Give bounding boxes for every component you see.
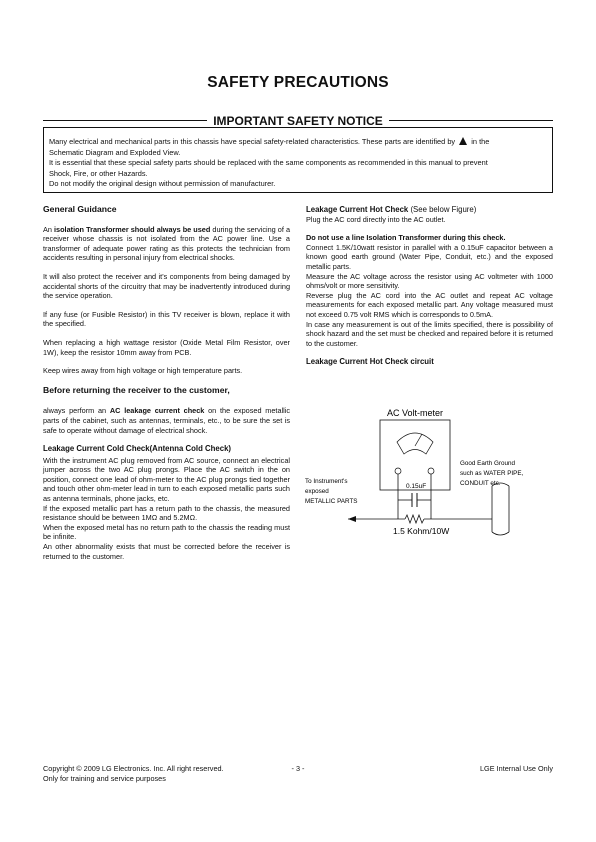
footer-page-number: - 3 - bbox=[291, 764, 305, 773]
notice-text-a: Many electrical and mechanical parts in this chassis have special safety-related characteristics. These parts are identified by bbox=[49, 137, 456, 146]
left-label-2: exposed bbox=[305, 488, 329, 495]
before-returning-heading: Before returning the receiver to the customer, bbox=[43, 384, 230, 395]
right-label-2: such as WATER PIPE, bbox=[460, 470, 524, 477]
hot-para-6: In case any measurement is out of the limits specified, there is possibility of shock hazard and the set must be checked and repaired before it is returned to the customer. bbox=[306, 319, 553, 348]
para-6-bold: AC leakage current check bbox=[109, 406, 205, 416]
notice-line-2: Schematic Diagram and Exploded View. bbox=[49, 147, 181, 157]
general-para-2: It will also protect the receiver and it's components from being damaged by accidental shorts of the circuitry that may be inadvertently introduced during the service operation. bbox=[43, 271, 290, 301]
right-column bbox=[306, 205, 553, 367]
hot-para-3: Connect 1.5K/10watt resistor in parallel with a 0.15uF capacitor between a known good earth ground (Water Pipe, Conduit, etc.) and the exposed metallic parts. bbox=[306, 242, 553, 271]
circuit-heading: Leakage Current Hot Check circuit bbox=[306, 357, 434, 367]
para-6-pre: always perform an bbox=[43, 406, 107, 416]
left-label-3: METALLIC PARTS bbox=[305, 498, 358, 505]
voltmeter-needle bbox=[415, 434, 422, 446]
resistor-symbol bbox=[405, 515, 424, 523]
footer-internal: LGE Internal Use Only bbox=[479, 764, 553, 773]
left-column bbox=[43, 205, 290, 561]
right-label-1: Good Earth Ground bbox=[460, 460, 515, 467]
meter-label: AC Volt-meter bbox=[387, 408, 444, 418]
left-label-1: To Instrument's bbox=[305, 478, 348, 485]
para-1-pre: An bbox=[43, 224, 52, 234]
cold-para-1: With the instrument AC plug removed from AC source, connect an electrical jumper across the two AC plug prongs. Place the AC switch in the on position, connect one lead of ohm-meter to the AC plug prongs tied together and touch other ohm-meter lead in turn to each exposed metallic parts such as antenna terminals, phone jacks, etc. bbox=[43, 455, 290, 504]
cold-para-3: When the exposed metal has no return path to the chassis the reading must be infinite. bbox=[43, 522, 290, 542]
right-label-3: CONDUIT etc. bbox=[460, 480, 501, 487]
para-1-bold: isolation Transformer should always be used bbox=[54, 224, 211, 234]
cold-para-4: An other abnormality exists that must be corrected before the receiver is returned to the customer. bbox=[43, 542, 290, 561]
pipe-bottom bbox=[492, 532, 509, 535]
hot-para-1: Plug the AC cord directly into the AC outlet. bbox=[306, 214, 446, 224]
resistor-label: 1.5 Kohm/10W bbox=[393, 526, 450, 536]
notice-text-b: in the bbox=[471, 137, 490, 146]
notice-box bbox=[43, 127, 553, 193]
cold-para-2: If the exposed metallic part has a return path to the chassis, the measured resistance should be between 1MΩ and 5.2MΩ. bbox=[43, 503, 290, 523]
voltmeter-body bbox=[380, 420, 450, 490]
notice-line-3: It is essential that these special safety parts should be replaced with the same components as recommended in this manual to prevent bbox=[49, 158, 488, 167]
hot-heading-note: (See below Figure) bbox=[410, 205, 477, 214]
hot-para-2: Do not use a line Isolation Transformer during this check. bbox=[306, 233, 506, 243]
warning-triangle-icon bbox=[459, 137, 467, 145]
notice-line-4: Shock, Fire, or other Hazards. bbox=[49, 168, 148, 178]
general-para-3: If any fuse (or Fusible Resistor) in this TV receiver is blown, replace it with the specified. bbox=[43, 309, 290, 329]
hot-check-circuit-diagram bbox=[296, 400, 556, 545]
capacitor-label: 0.15uF bbox=[406, 483, 427, 490]
voltmeter-dial bbox=[397, 433, 433, 454]
notice-heading: IMPORTANT SAFETY NOTICE bbox=[207, 114, 389, 128]
general-para-4: When replacing a high wattage resistor (Oxide Metal Film Resistor, over 1W), keep the resistor 10mm away from PCB. bbox=[43, 337, 290, 357]
general-para-5: Keep wires away from high voltage or high temperature parts. bbox=[43, 366, 243, 376]
notice-line-5: Do not modify the original design without permission of manufacturer. bbox=[49, 179, 276, 188]
footer-copyright: Copyright © 2009 LG Electronics. Inc. All right reserved. bbox=[43, 764, 224, 773]
meter-terminal-right bbox=[428, 468, 434, 474]
probe-arrow-icon bbox=[348, 516, 356, 522]
page-title: SAFETY PRECAUTIONS bbox=[207, 74, 389, 91]
para-6-post: on the exposed metallic parts of the cabinet, such as antennas, terminals, etc., to be sure the set is safe to operate without damage of electrical shock. bbox=[43, 406, 291, 435]
notice-line-1 bbox=[49, 137, 547, 148]
cold-check-heading: Leakage Current Cold Check(Antenna Cold Check) bbox=[43, 444, 232, 454]
hot-para-4: Measure the AC voltage across the resistor using AC voltmeter with 1000 ohms/volt or more sensitivity. bbox=[306, 271, 553, 291]
footer-training: Only for training and service purposes bbox=[43, 773, 166, 783]
before-para bbox=[43, 406, 290, 435]
general-guidance-heading: General Guidance bbox=[43, 204, 117, 214]
para-1-post: during the servicing of a receiver whose chassis is not isolated from the AC power line. Use a transformer of adequate power rating as this protects the technician from accidents resulting in personal injury from electrical shocks. bbox=[43, 224, 291, 263]
hot-para-5: Reverse plug the AC cord into the AC outlet and repeat AC voltage measurements for each exposed metallic part. Any voltage measured must not exceed 0.75 volt RMS which is corresponds to 0.5mA. bbox=[306, 290, 553, 319]
meter-terminal-left bbox=[395, 468, 401, 474]
general-para-1 bbox=[43, 225, 290, 263]
hot-check-heading bbox=[306, 205, 553, 215]
hot-heading-text: Leakage Current Hot Check bbox=[306, 205, 409, 214]
